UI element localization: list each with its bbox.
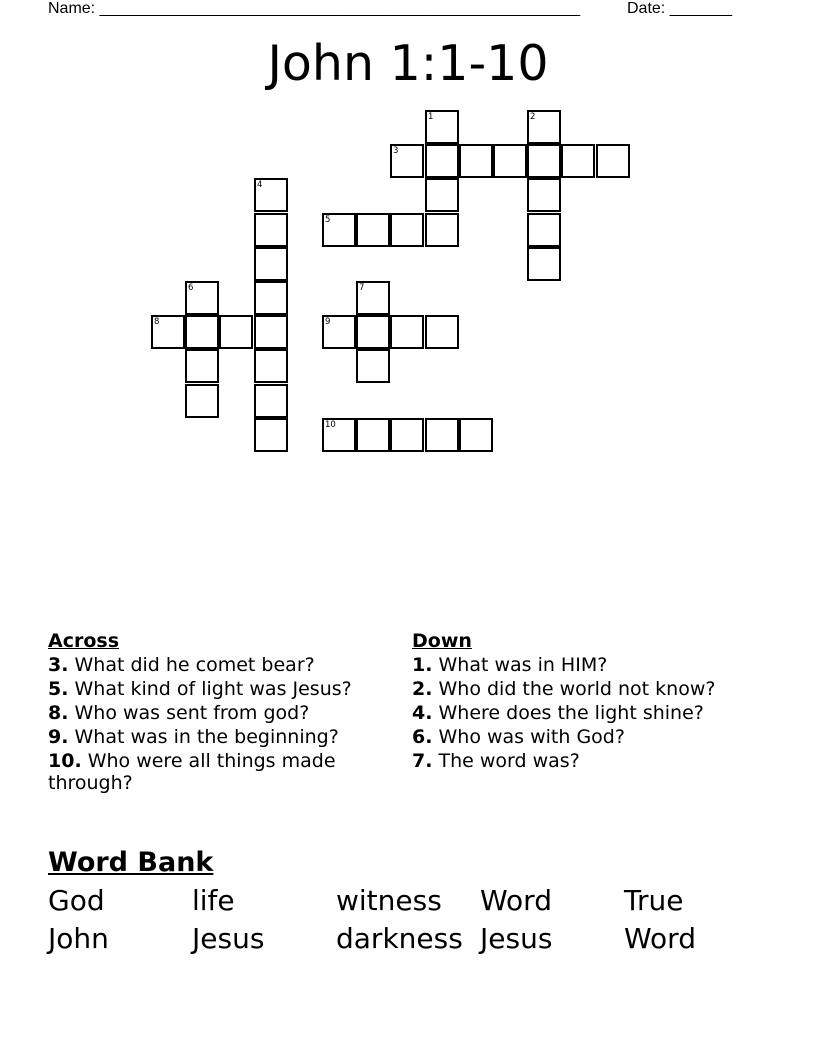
clue-text: Where does the light shine?	[432, 702, 704, 724]
down-clue	[412, 702, 772, 724]
down-heading: Down	[412, 630, 472, 652]
across-clue	[48, 678, 408, 700]
across-clue	[48, 654, 408, 676]
word-bank-word: Jesus	[192, 922, 265, 955]
word-bank-word: Word	[480, 884, 552, 917]
crossword-cell[interactable]	[356, 315, 390, 349]
word-bank-word: Word	[624, 922, 696, 955]
word-bank-word: True	[624, 884, 684, 917]
crossword-cell[interactable]	[596, 144, 630, 178]
crossword-cell[interactable]	[527, 247, 561, 281]
down-clue	[412, 654, 772, 676]
clue-number-label: 7	[359, 283, 365, 293]
crossword-cell[interactable]	[527, 144, 561, 178]
clue-text: What was in HIM?	[432, 654, 608, 676]
crossword-cell[interactable]	[425, 144, 459, 178]
clue-text: What kind of light was Jesus?	[68, 678, 352, 700]
crossword-cell[interactable]	[459, 144, 493, 178]
crossword-cell[interactable]	[561, 144, 595, 178]
word-bank-word: witness	[336, 884, 442, 917]
crossword-cell[interactable]	[254, 213, 288, 247]
clue-number: 3.	[48, 654, 69, 676]
down-clue	[412, 726, 772, 748]
crossword-cell[interactable]	[254, 349, 288, 383]
clue-number-label: 8	[154, 317, 160, 327]
crossword-cell[interactable]	[254, 178, 288, 212]
clue-number: 9.	[48, 726, 69, 748]
crossword-cell[interactable]	[459, 418, 493, 452]
name-field[interactable]: Name: ______________________________________________________	[48, 0, 581, 17]
crossword-cell[interactable]	[254, 315, 288, 349]
crossword-cell[interactable]	[356, 281, 390, 315]
word-bank-title: Word Bank	[48, 847, 214, 878]
clue-text: Who were all things made through?	[48, 750, 336, 794]
crossword-cell[interactable]	[356, 418, 390, 452]
clue-text: What did he comet bear?	[68, 654, 315, 676]
across-clue	[48, 750, 378, 794]
clue-text: Who was with God?	[432, 726, 625, 748]
crossword-cell[interactable]	[322, 418, 356, 452]
crossword-cell[interactable]	[185, 384, 219, 418]
clue-number-label: 1	[428, 112, 434, 122]
crossword-cell[interactable]	[151, 315, 185, 349]
clue-number-label: 2	[530, 112, 536, 122]
crossword-cell[interactable]	[527, 213, 561, 247]
crossword-cell[interactable]	[425, 315, 459, 349]
down-clue	[412, 678, 772, 700]
crossword-cell[interactable]	[185, 315, 219, 349]
crossword-cell[interactable]	[254, 281, 288, 315]
clue-number-label: 5	[325, 215, 331, 225]
down-clues	[412, 630, 772, 774]
crossword-cell[interactable]	[527, 178, 561, 212]
crossword-cell[interactable]	[254, 247, 288, 281]
clue-number: 2.	[412, 678, 433, 700]
clue-text: Who was sent from god?	[68, 702, 310, 724]
crossword-cell[interactable]	[322, 213, 356, 247]
date-field[interactable]: Date: _______	[627, 0, 732, 17]
clue-text: Who did the world not know?	[432, 678, 716, 700]
clue-number: 6.	[412, 726, 433, 748]
clue-number-label: 3	[393, 146, 399, 156]
clue-number: 1.	[412, 654, 433, 676]
crossword-cell[interactable]	[425, 110, 459, 144]
across-clue	[48, 702, 408, 724]
clue-number: 8.	[48, 702, 69, 724]
clue-number-label: 4	[257, 180, 263, 190]
clue-number-label: 10	[325, 420, 336, 430]
word-bank-word: Jesus	[480, 922, 553, 955]
word-bank-word: John	[48, 922, 109, 955]
crossword-cell[interactable]	[254, 384, 288, 418]
clue-number-label: 6	[188, 283, 194, 293]
crossword-cell[interactable]	[219, 315, 253, 349]
crossword-cell[interactable]	[425, 178, 459, 212]
word-bank-word: darkness	[336, 922, 463, 955]
crossword-cell[interactable]	[254, 418, 288, 452]
crossword-cell[interactable]	[390, 213, 424, 247]
crossword-cell[interactable]	[527, 110, 561, 144]
down-clue	[412, 750, 772, 772]
crossword-cell[interactable]	[493, 144, 527, 178]
word-bank-word: God	[48, 884, 105, 917]
clue-number: 10.	[48, 750, 82, 772]
crossword-cell[interactable]	[390, 315, 424, 349]
puzzle-title: John 1:1-10	[267, 35, 549, 92]
crossword-cell[interactable]	[425, 418, 459, 452]
clue-number: 4.	[412, 702, 433, 724]
crossword-cell[interactable]	[390, 418, 424, 452]
crossword-cell[interactable]	[390, 144, 424, 178]
across-heading: Across	[48, 630, 120, 652]
crossword-cell[interactable]	[322, 315, 356, 349]
crossword-grid	[0, 0, 816, 470]
crossword-cell[interactable]	[356, 349, 390, 383]
clue-number-label: 9	[325, 317, 331, 327]
clue-text: The word was?	[432, 750, 580, 772]
across-clue	[48, 726, 408, 748]
clue-number: 7.	[412, 750, 433, 772]
crossword-cell[interactable]	[185, 349, 219, 383]
across-clues	[48, 630, 408, 796]
crossword-cell[interactable]	[425, 213, 459, 247]
word-bank-word: life	[192, 884, 235, 917]
crossword-cell[interactable]	[356, 213, 390, 247]
clue-text: What was in the beginning?	[68, 726, 339, 748]
clue-number: 5.	[48, 678, 69, 700]
crossword-cell[interactable]	[185, 281, 219, 315]
